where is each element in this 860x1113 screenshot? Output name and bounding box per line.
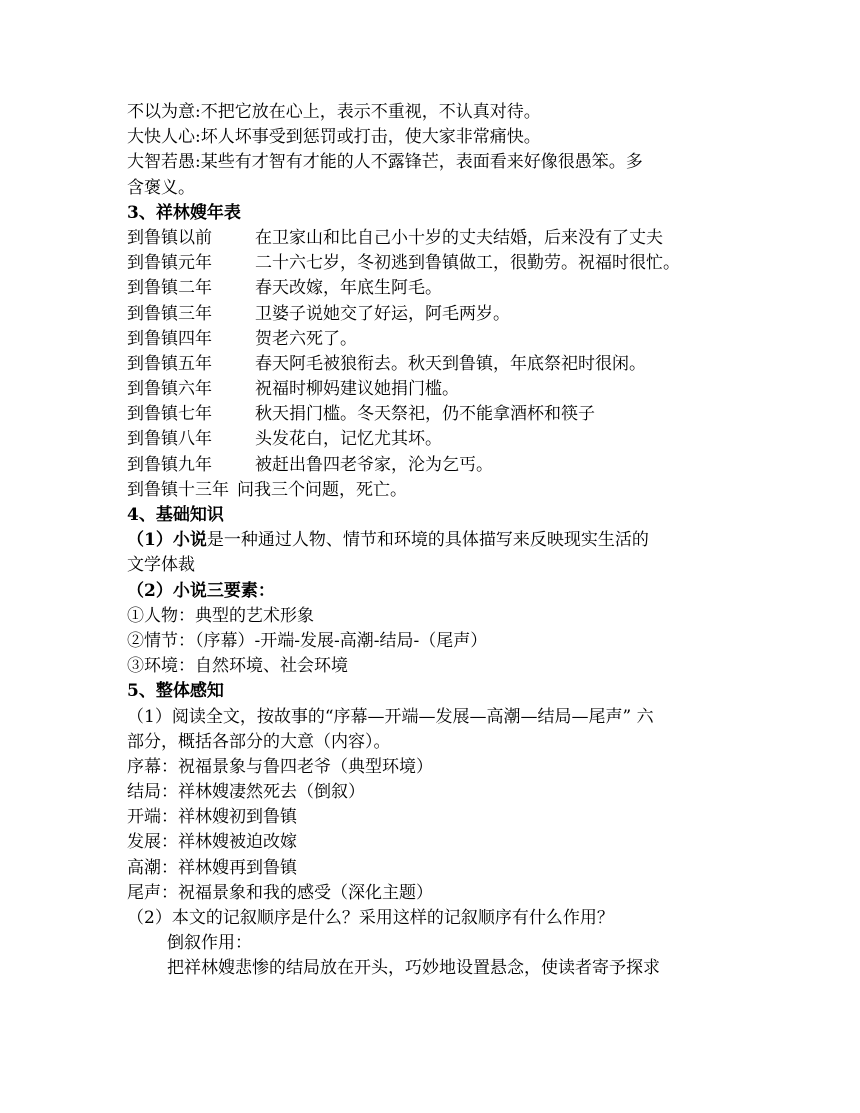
timeline-year: 到鲁镇八年 bbox=[127, 429, 212, 450]
list-item: 序幕：祝福景象与鲁四老爷（典型环境） bbox=[127, 756, 433, 777]
list-item: ①人物：典型的艺术形象 bbox=[127, 605, 314, 626]
timeline-row bbox=[127, 427, 747, 452]
timeline-row bbox=[127, 226, 747, 251]
timeline-year: 到鲁镇元年 bbox=[127, 253, 212, 274]
timeline-year: 到鲁镇十三年 bbox=[127, 479, 229, 500]
paragraph-line bbox=[127, 528, 747, 553]
timeline-event: 头发花白，记忆尤其坏。 bbox=[255, 429, 442, 450]
paragraph-line: 文学体裁 bbox=[127, 555, 195, 576]
list-item: ②情节：（序幕）-开端-发展-高潮-结局-（尾声） bbox=[127, 630, 488, 651]
section-heading: 5、整体感知 bbox=[127, 681, 224, 702]
timeline-event: 在卫家山和比自己小十岁的丈夫结婚，后来没有了丈夫 bbox=[255, 227, 663, 248]
timeline-row bbox=[127, 453, 747, 478]
definition-line: 大智若愚:某些有才智有才能的人不露锋芒，表面看来好像很愚笨。多 bbox=[127, 152, 643, 173]
timeline-year: 到鲁镇五年 bbox=[127, 353, 212, 374]
paragraph-line: 部分，概括各部分的大意（内容）。 bbox=[127, 731, 391, 752]
list-item: 开端：祥林嫂初到鲁镇 bbox=[127, 807, 297, 828]
paragraph-line: （1）阅读全文，按故事的“序幕—开端—发展—高潮—结局—尾声” 六 bbox=[127, 706, 654, 727]
timeline-event: 卫婆子说她交了好运，阿毛两岁。 bbox=[255, 303, 510, 324]
list-item: ③环境：自然环境、社会环境 bbox=[127, 656, 348, 677]
definition-line: 含褒义。 bbox=[127, 177, 195, 198]
timeline-event: 二十六七岁，冬初逃到鲁镇做工，很勤劳。祝福时很忙。 bbox=[255, 253, 680, 274]
list-item: 高潮：祥林嫂再到鲁镇 bbox=[127, 857, 297, 878]
timeline-event: 问我三个问题，死亡。 bbox=[237, 479, 407, 500]
answer-line: 把祥林嫂悲惨的结局放在开头，巧妙地设置悬念，使读者寄予探求 bbox=[167, 958, 660, 979]
timeline-year: 到鲁镇三年 bbox=[127, 303, 212, 324]
timeline-year: 到鲁镇以前 bbox=[127, 227, 212, 248]
timeline-year: 到鲁镇二年 bbox=[127, 278, 212, 299]
section-heading: 4、基础知识 bbox=[127, 505, 224, 525]
timeline-year: 到鲁镇七年 bbox=[127, 404, 212, 425]
timeline-row bbox=[127, 478, 747, 503]
document-page bbox=[127, 100, 747, 982]
list-item: 结局：祥林嫂凄然死去（倒叙） bbox=[127, 782, 365, 803]
list-item: 尾声：祝福景象和我的感受（深化主题） bbox=[127, 882, 433, 903]
answer-line: 倒叙作用： bbox=[167, 933, 252, 954]
timeline-event: 春天阿毛被狼衔去。秋天到鲁镇，年底祭祀时很闲。 bbox=[255, 353, 646, 374]
timeline-row bbox=[127, 402, 747, 427]
timeline-row bbox=[127, 276, 747, 301]
definition-line: 大快人心:坏人坏事受到惩罚或打击，使大家非常痛快。 bbox=[127, 127, 541, 148]
timeline-event: 贺老六死了。 bbox=[255, 328, 357, 349]
list-item: 发展：祥林嫂被迫改嫁 bbox=[127, 832, 297, 853]
timeline-event: 被赶出鲁四老爷家，沦为乞丐。 bbox=[255, 454, 493, 475]
timeline-event: 秋天捐门槛。冬天祭祀，仍不能拿酒杯和筷子 bbox=[255, 404, 595, 425]
timeline-row bbox=[127, 302, 747, 327]
timeline-row bbox=[127, 377, 747, 402]
definition-line: 不以为意:不把它放在心上，表示不重视，不认真对待。 bbox=[127, 102, 541, 122]
timeline-row bbox=[127, 352, 747, 377]
timeline-year: 到鲁镇四年 bbox=[127, 328, 212, 349]
timeline-year: 到鲁镇六年 bbox=[127, 379, 212, 400]
subheading: （2）小说三要素： bbox=[127, 580, 275, 601]
question-line: （2）本文的记叙顺序是什么？采用这样的记叙顺序有什么作用？ bbox=[127, 908, 614, 928]
bold-term: （1）小说 bbox=[127, 530, 207, 551]
section-heading: 3、祥林嫂年表 bbox=[127, 202, 241, 223]
timeline-event: 春天改嫁，年底生阿毛。 bbox=[255, 278, 442, 299]
paragraph-text: 是一种通过人物、情节和环境的具体描写来反映现实生活的 bbox=[206, 530, 649, 551]
timeline-event: 祝福时柳妈建议她捐门槛。 bbox=[255, 379, 459, 400]
timeline-row bbox=[127, 251, 747, 276]
timeline-row bbox=[127, 327, 747, 352]
timeline-year: 到鲁镇九年 bbox=[127, 454, 212, 475]
